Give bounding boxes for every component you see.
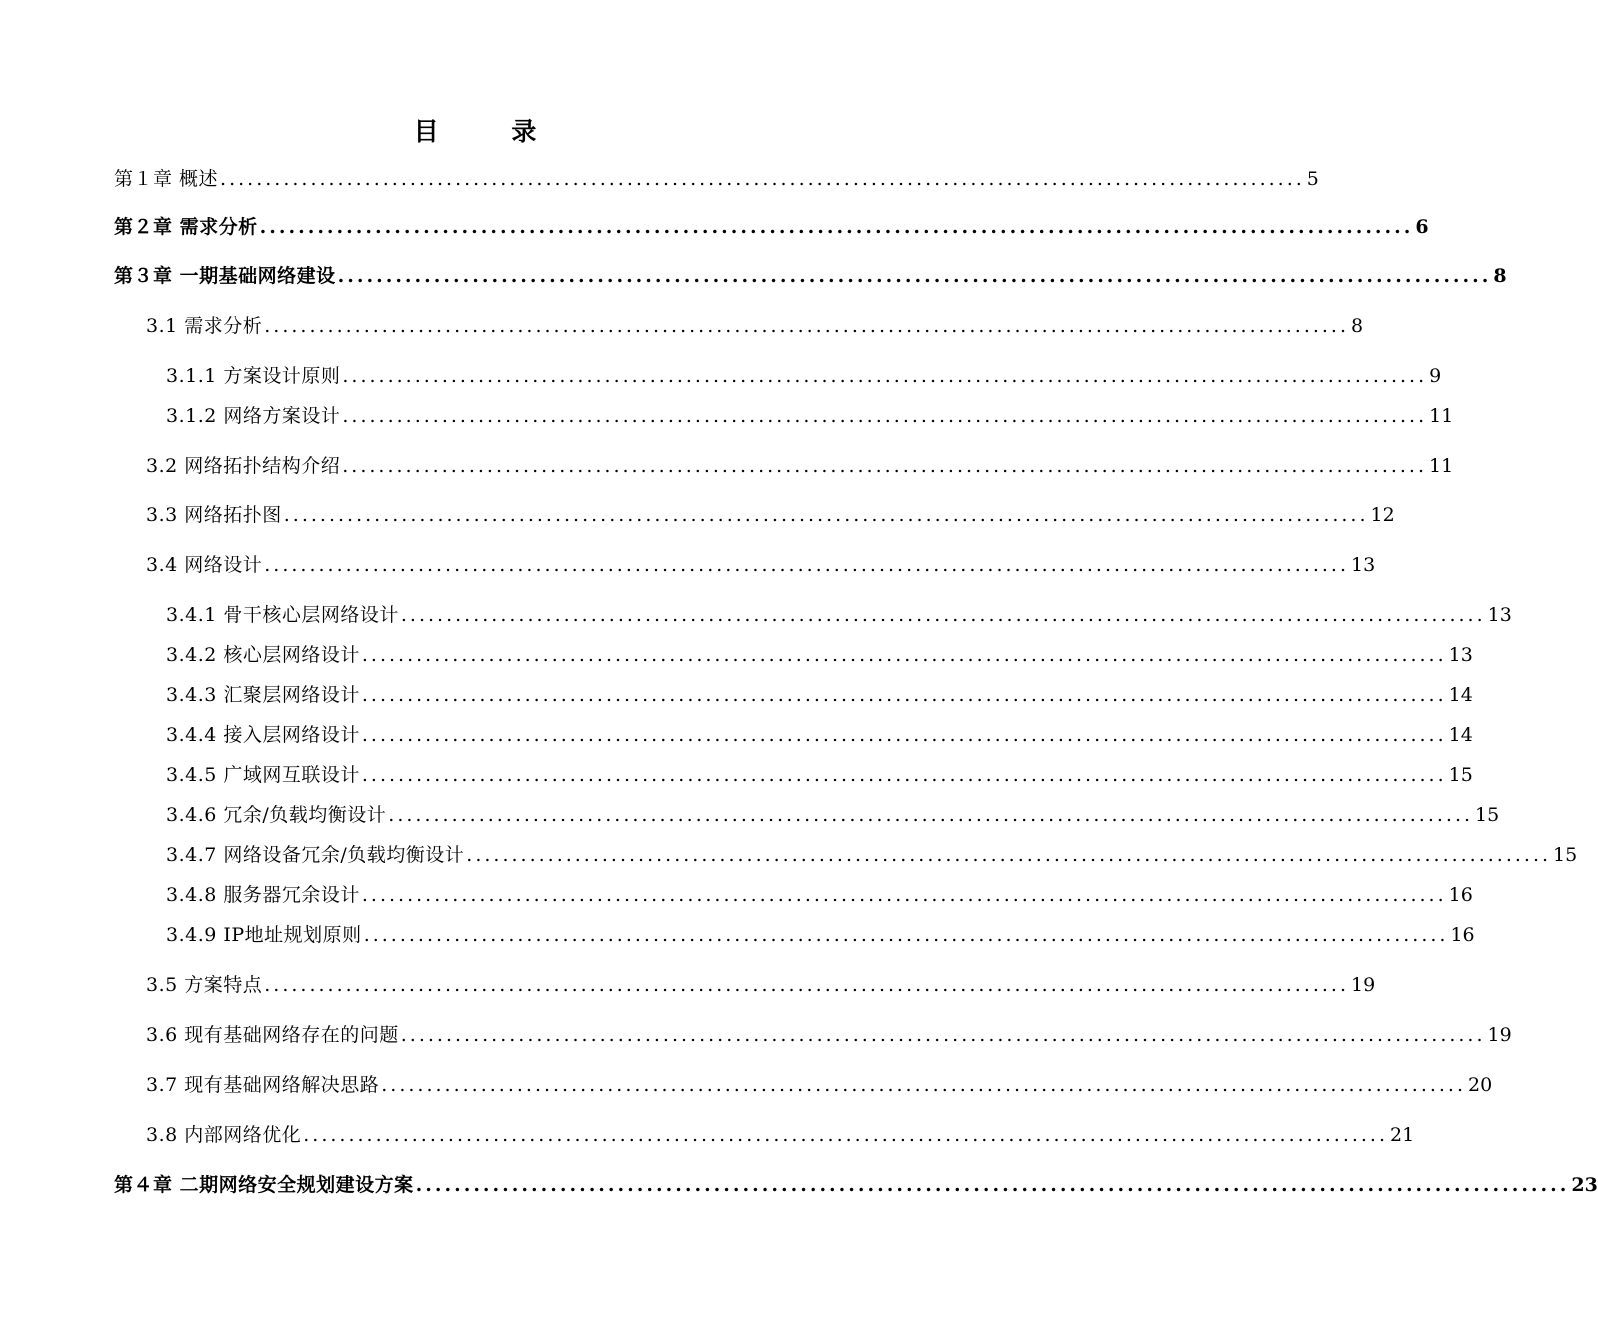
toc-page-number: 16 bbox=[1450, 924, 1475, 946]
toc-entry-section-3-4-6[interactable] bbox=[166, 800, 1500, 830]
toc-entry-label: 3.7 现有基础网络解决思路 bbox=[146, 1074, 380, 1096]
toc-page-number: 13 bbox=[1351, 554, 1376, 576]
toc-entry-label: 3.4.4 接入层网络设计 bbox=[166, 724, 360, 746]
toc-entry-section-3-1-1[interactable] bbox=[166, 361, 1442, 391]
toc-entry-label: 3.4.3 汇聚层网络设计 bbox=[166, 684, 360, 706]
toc-leader-dots: ........................................................................................................................ bbox=[361, 764, 1447, 786]
toc-leader-dots: ........................................................................................................................ bbox=[264, 315, 1350, 337]
toc-page-number: 9 bbox=[1429, 365, 1442, 387]
toc-leader-dots: ........................................................................................................................ bbox=[342, 365, 1428, 387]
toc-leader-dots: ........................................................................................................................ bbox=[264, 974, 1350, 996]
toc-page-number: 20 bbox=[1468, 1074, 1493, 1096]
toc-leader-dots: ........................................................................................................................ bbox=[361, 724, 1447, 746]
toc-page-number: 19 bbox=[1487, 1024, 1512, 1046]
toc-page-number: 8 bbox=[1351, 315, 1364, 337]
toc-page-number: 11 bbox=[1429, 405, 1454, 427]
toc-entry-label: 3.4 网络设计 bbox=[146, 554, 263, 576]
toc-leader-dots: ........................................................................................................................ bbox=[259, 216, 1414, 238]
toc-entry-section-3-4-1[interactable] bbox=[166, 600, 1512, 630]
toc-page-number: 11 bbox=[1429, 455, 1454, 477]
toc-page-number: 6 bbox=[1415, 216, 1429, 238]
toc-leader-dots: ........................................................................................................................ bbox=[220, 168, 1305, 190]
toc-entry-chapter-3[interactable] bbox=[114, 261, 1507, 291]
toc-entry-section-3-4-5[interactable] bbox=[166, 760, 1473, 790]
toc-entry-label: 3.6 现有基础网络存在的问题 bbox=[146, 1024, 399, 1046]
toc-page-number: 14 bbox=[1448, 724, 1473, 746]
toc-page-number: 15 bbox=[1553, 844, 1578, 866]
toc-leader-dots: ........................................................................................................................ bbox=[381, 1074, 1467, 1096]
toc-entry-label: 第３章 一期基础网络建设 bbox=[114, 265, 336, 287]
toc-leader-dots: ........................................................................................................................ bbox=[283, 504, 1369, 526]
toc-page-number: 15 bbox=[1448, 764, 1473, 786]
toc-leader-dots: ........................................................................................................................ bbox=[415, 1174, 1570, 1196]
toc-entry-label: 3.4.8 服务器冗余设计 bbox=[166, 884, 360, 906]
toc-leader-dots: ........................................................................................................................ bbox=[363, 924, 1449, 946]
toc-entry-chapter-1[interactable] bbox=[114, 164, 1319, 194]
toc-entry-label: 第１章 概述 bbox=[114, 168, 219, 190]
toc-entry-label: 3.1 需求分析 bbox=[146, 315, 263, 337]
toc-entry-section-3-4-4[interactable] bbox=[166, 720, 1473, 750]
toc-page-number: 15 bbox=[1475, 804, 1500, 826]
toc-leader-dots: ........................................................................................................................ bbox=[342, 405, 1428, 427]
toc-entry-section-3-4-7[interactable] bbox=[166, 840, 1578, 870]
toc-entry-label: 3.3 网络拓扑图 bbox=[146, 504, 282, 526]
toc-entry-label: 3.4.7 网络设备冗余/负载均衡设计 bbox=[166, 844, 465, 866]
toc-leader-dots: ........................................................................................................................ bbox=[361, 684, 1447, 706]
toc-entry-label: 3.1.2 网络方案设计 bbox=[166, 405, 341, 427]
toc-page-number: 19 bbox=[1351, 974, 1376, 996]
toc-entry-section-3-6[interactable] bbox=[146, 1020, 1512, 1050]
toc-entry-section-3-4-3[interactable] bbox=[166, 680, 1473, 710]
toc-entry-section-3-1-2[interactable] bbox=[166, 401, 1454, 431]
toc-entry-section-3-4-8[interactable] bbox=[166, 880, 1473, 910]
toc-entry-label: 3.2 网络拓扑结构介绍 bbox=[146, 455, 341, 477]
toc-leader-dots: ........................................................................................................................ bbox=[342, 455, 1428, 477]
toc-entry-label: 3.5 方案特点 bbox=[146, 974, 263, 996]
toc-entry-section-3-8[interactable] bbox=[146, 1120, 1415, 1150]
toc-entry-section-3-4-9[interactable] bbox=[166, 920, 1475, 950]
toc-page-number: 13 bbox=[1448, 644, 1473, 666]
toc-page-number: 13 bbox=[1487, 604, 1512, 626]
toc-leader-dots: ........................................................................................................................ bbox=[466, 844, 1552, 866]
toc-entry-label: 3.4.5 广域网互联设计 bbox=[166, 764, 360, 786]
toc-entry-section-3-5[interactable] bbox=[146, 970, 1376, 1000]
toc-title: 目 录 bbox=[413, 117, 569, 146]
toc-leader-dots: ........................................................................................................................ bbox=[400, 604, 1486, 626]
toc-page-number: 23 bbox=[1571, 1174, 1598, 1196]
toc-entry-label: 3.4.9 IP地址规划原则 bbox=[166, 924, 362, 946]
toc-page-number: 14 bbox=[1448, 684, 1473, 706]
toc-leader-dots: ........................................................................................................................ bbox=[388, 804, 1474, 826]
toc-entry-section-3-3[interactable] bbox=[146, 500, 1395, 530]
toc-leader-dots: ........................................................................................................................ bbox=[361, 884, 1447, 906]
toc-entry-label: 3.4.2 核心层网络设计 bbox=[166, 644, 360, 666]
toc-entry-section-3-2[interactable] bbox=[146, 451, 1454, 481]
toc-page-number: 16 bbox=[1448, 884, 1473, 906]
toc-entry-section-3-4[interactable] bbox=[146, 550, 1376, 580]
toc-entry-label: 3.4.1 骨干核心层网络设计 bbox=[166, 604, 399, 626]
toc-page-number: 21 bbox=[1390, 1124, 1415, 1146]
toc-entry-chapter-2[interactable] bbox=[114, 212, 1429, 242]
toc-entry-label: 3.4.6 冗余/负载均衡设计 bbox=[166, 804, 387, 826]
toc-entry-section-3-7[interactable] bbox=[146, 1070, 1493, 1100]
toc-entry-label: 3.1.1 方案设计原则 bbox=[166, 365, 341, 387]
toc-leader-dots: ........................................................................................................................ bbox=[337, 265, 1492, 287]
toc-entry-section-3-4-2[interactable] bbox=[166, 640, 1473, 670]
toc-entry-section-3-1[interactable] bbox=[146, 311, 1364, 341]
toc-leader-dots: ........................................................................................................................ bbox=[400, 1024, 1486, 1046]
toc-page-number: 8 bbox=[1493, 265, 1507, 287]
toc-leader-dots: ........................................................................................................................ bbox=[264, 554, 1350, 576]
toc-entry-chapter-4[interactable] bbox=[114, 1170, 1598, 1200]
toc-page-number: 12 bbox=[1370, 504, 1395, 526]
toc-leader-dots: ........................................................................................................................ bbox=[303, 1124, 1389, 1146]
toc-entry-label: 第２章 需求分析 bbox=[114, 216, 258, 238]
toc-entry-label: 第４章 二期网络安全规划建设方案 bbox=[114, 1174, 414, 1196]
toc-entry-label: 3.8 内部网络优化 bbox=[146, 1124, 302, 1146]
toc-leader-dots: ........................................................................................................................ bbox=[361, 644, 1447, 666]
toc-page-number: 5 bbox=[1306, 168, 1319, 190]
